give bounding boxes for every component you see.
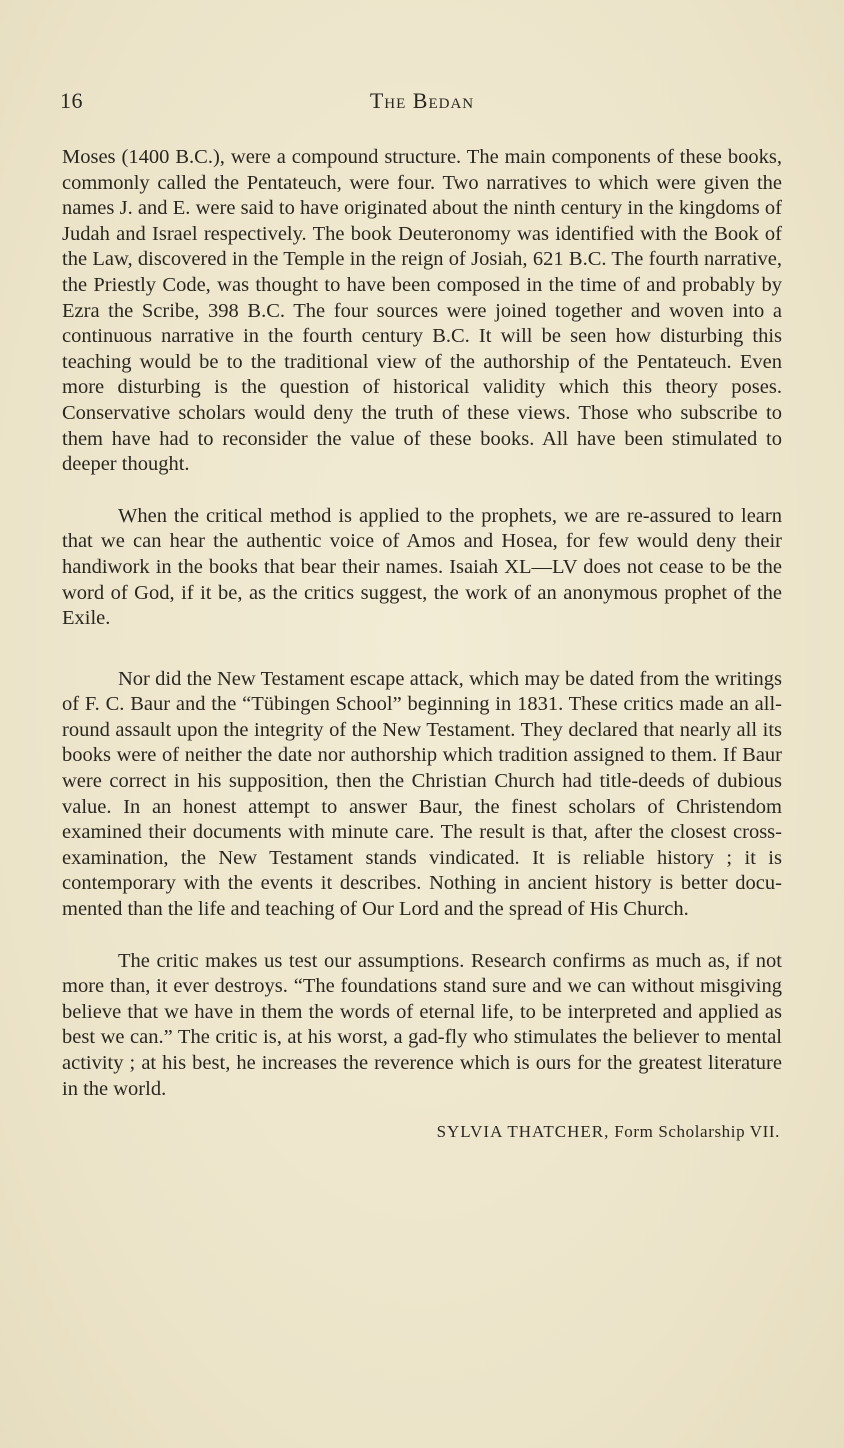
running-title: The Bedan xyxy=(369,88,475,113)
page-number: 16 xyxy=(60,88,83,113)
article-body xyxy=(62,145,782,1142)
paragraph-prophets: When the critical method is applied to the prophets, we are re-assured to learn that we can hear the authentic voice of Amos and Hosea, for few would deny their handiwork in the books that bear their names. Isaiah XL—LV does not cease to be the word of God, if it be, as the critics suggest, the work of an anonymous prophet of the Exile. xyxy=(62,504,782,630)
paragraph-moses-pentateuch: Moses (1400 B.C.), were a compound structure. The main components of these books, commonly called the Pentateuch, were four. Two narratives to which were given the names J. and E. were said to have originated about the ninth century in the kingdoms of Judah and Israel respectively. The book Deuteronomy was identified with the Book of the Law, discovered in the Temple in the reign of Josiah, 621 B.C. The fourth narrative, the Priestly Code, was thought to have been composed in the time of and probably by Ezra the Scribe, 398 B.C. The four sources were joined together and woven into a continuous narrative in the fourth century B.C. It will be seen how disturbing this teaching would be to the traditional view of the authorship of the Pentateuch. Even more disturbing is the question of historical validity which this theory poses. Conservative scholars would deny the truth of these views. Those who subscribe to them have had to reconsider the value of these books. All have been stimulated to deeper thought. xyxy=(62,146,782,476)
paragraph-new-testament: Nor did the New Testament escape attack, which may be dated from the writings of F. C. Baur and the “Tübingen School” beginning in 1831. These critics made an all-round assault upon the integrity of the New Testament. They declared that nearly all its books were of neither the date nor authorship which tradition assigned to them. If Baur were correct in his supposition, then the Christian Church had title-deeds of dubious value. In an honest attempt to answer Baur, the finest scholars of Christendom examined their documents with minute care. The result is that, after the closest cross-examination, the New Testament stands vindicated. It is reliable history ; it is contemporary with the events it describes. Nothing in ancient history is better documented than the life and teaching of Our Lord and the spread of His Church. xyxy=(62,667,782,921)
paragraph-conclusion: The critic makes us test our assumptions. Research confirms as much as, if not more than, it ever destroys. “The foundations stand sure and we can without misgiving believe that we have in them the words of eternal life, to be interpreted and applied as best we can.” The critic is, at his worst, a gad-fly who stimulates the believer to mental activity ; at his best, he increases the reverence which is ours for the greatest literature in the world. xyxy=(62,949,782,1100)
author-name: SYLVIA THATCHER, xyxy=(436,1122,610,1142)
author-form: Form Scholarship VII. xyxy=(614,1122,780,1142)
author-signature xyxy=(62,1122,782,1142)
